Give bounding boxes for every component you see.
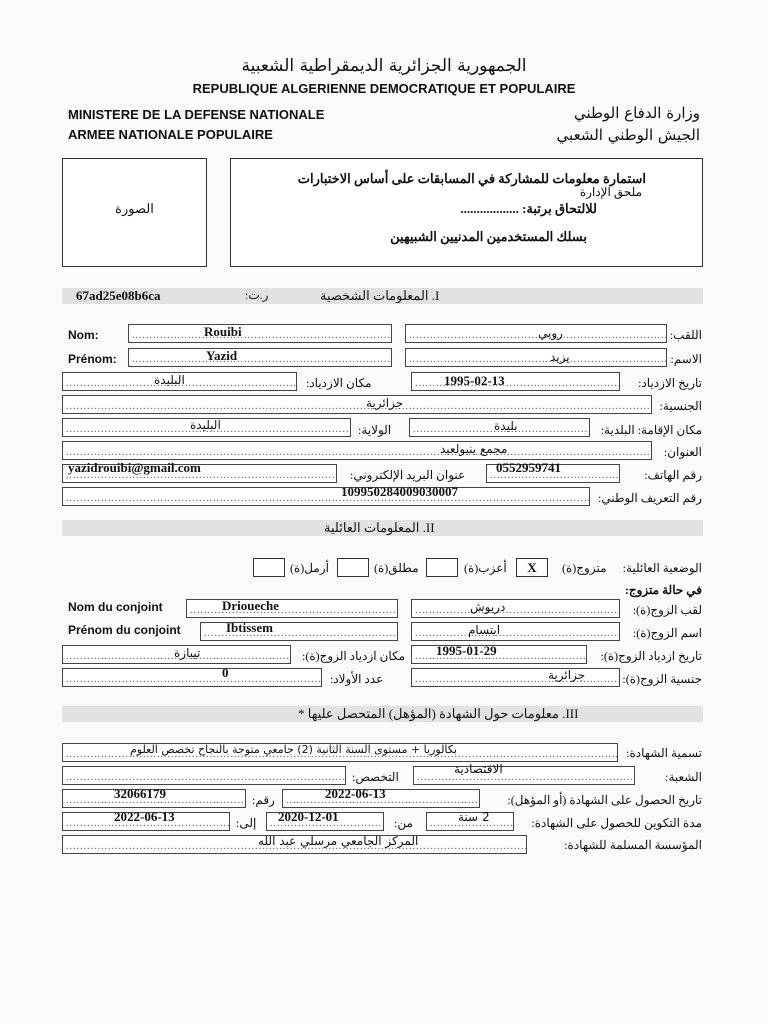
section-diploma-header — [62, 706, 703, 722]
from-date-value: 2020-12-01 — [278, 809, 339, 824]
prenom-field[interactable] — [128, 348, 392, 367]
army-fr: ARMEE NATIONALE POPULAIRE — [68, 127, 273, 142]
spouse-dob-label: تاريخ ازدياد الزوج(ة): — [600, 649, 702, 663]
diploma-number-label: رقم: — [252, 793, 275, 807]
spouse-laqab-value: دريوش — [470, 600, 506, 614]
spouse-dob-value: 1995-01-29 — [436, 643, 497, 658]
spouse-nom-fr-label: Nom du conjoint — [68, 600, 163, 614]
reference-value: 67ad25e08b6ca — [76, 288, 161, 303]
form-title-box — [230, 158, 703, 267]
pob-value: البليدة — [154, 373, 185, 387]
photo-box — [62, 158, 207, 267]
nom-value: Rouibi — [204, 324, 242, 339]
nin-value: 109950284009030007 — [341, 484, 458, 499]
branch-value: الاقتصادية — [454, 762, 503, 776]
single-label: أعزب(ة) — [464, 561, 507, 575]
married-label: متزوج(ة) — [562, 561, 607, 575]
dob-value: 1995-02-13 — [444, 373, 505, 388]
if-married-label: في حالة متزوج: — [624, 583, 702, 597]
spouse-ism-label: اسم الزوج(ة): — [632, 626, 702, 640]
prenom-label: Prénom: — [68, 352, 117, 366]
nom-label: Nom: — [68, 328, 99, 342]
to-date-value: 2022-06-13 — [114, 809, 175, 824]
nin-field[interactable] — [62, 487, 590, 506]
ministry-fr: MINISTERE DE LA DEFENSE NATIONALE — [68, 107, 325, 122]
form-title-line1: استمارة معلومات للمشاركة في المسابقات على أساس الاختبارات — [297, 171, 646, 186]
single-checkbox[interactable] — [426, 558, 458, 577]
spouse-prenom-fr-value: Ibtissem — [226, 620, 273, 635]
army-ar: الجيش الوطني الشعبي — [556, 126, 700, 144]
spouse-ism-value: ابتسام — [468, 623, 501, 637]
spouse-nationality-value: جزائرية — [548, 668, 586, 682]
pob-label: مكان الازدياد: — [306, 376, 372, 390]
branch-field[interactable] — [413, 766, 635, 785]
form-title-line2: ملحق الإدارة — [579, 185, 642, 199]
branch-label: الشعبة: — [665, 770, 702, 784]
institution-label: المؤسسة المسلمة للشهادة: — [564, 838, 702, 852]
address-value: مجمع بنبولعيد — [440, 442, 508, 456]
form-title-line3: للالتحاق برتبة: .................. — [460, 201, 597, 216]
section-family-header — [62, 520, 703, 536]
children-label: عدد الأولاد: — [330, 672, 384, 686]
section-personal-header — [62, 288, 703, 304]
dob-field[interactable] — [411, 372, 620, 391]
nom-field[interactable] — [128, 324, 392, 343]
email-label: عنوان البريد الإلكتروني: — [350, 468, 466, 482]
children-field[interactable] — [62, 668, 322, 687]
phone-value: 0552959741 — [496, 460, 561, 475]
ministry-ar: وزارة الدفاع الوطني — [573, 104, 700, 122]
nationality-label: الجنسية: — [659, 399, 702, 413]
spouse-ism-field[interactable] — [411, 622, 620, 641]
specialty-label: التخصص: — [352, 770, 399, 784]
widowed-checkbox[interactable] — [253, 558, 285, 577]
duration-value: 2 سنة — [458, 810, 490, 824]
email-value: yazidrouibi@gmail.com — [68, 460, 201, 475]
institution-value: المركز الجامعي مرسلي عبد الله — [258, 834, 419, 848]
address-field[interactable] — [62, 441, 652, 460]
residence-label: مكان الإقامة: البلدية: — [600, 423, 702, 437]
nin-label: رقم التعريف الوطني: — [598, 491, 702, 505]
spouse-nom-fr-value: Drioueche — [222, 598, 280, 613]
specialty-field[interactable] — [62, 766, 346, 785]
spouse-nationality-label: جنسية الزوج(ة): — [622, 672, 702, 686]
address-label: العنوان: — [663, 445, 702, 459]
obtained-date-value: 2022-06-13 — [325, 786, 386, 801]
spouse-nom-fr-field[interactable] — [186, 599, 398, 618]
spouse-laqab-field[interactable] — [411, 599, 620, 618]
spouse-pob-label: مكان ازدياد الزوج(ة): — [302, 649, 406, 663]
obtained-date-label: تاريخ الحصول على الشهادة (أو المؤهل): — [507, 793, 702, 807]
spouse-pob-value: تيبازة — [174, 646, 201, 660]
widowed-label: أرمل(ة) — [290, 561, 329, 575]
spouse-nationality-field[interactable] — [411, 668, 620, 687]
children-value: 0 — [222, 665, 229, 680]
dob-label: تاريخ الازدياد: — [638, 376, 702, 390]
prenom-value: Yazid — [206, 348, 238, 363]
wilaya-label: الولاية: — [358, 423, 392, 437]
diploma-number-value: 32066179 — [114, 786, 166, 801]
republic-title-fr: REPUBLIQUE ALGERIENNE DEMOCRATIQUE ET POPULAIRE — [192, 81, 576, 96]
ism-value: يزيد — [550, 350, 570, 364]
to-date-label: إلى: — [236, 816, 257, 830]
duration-label: مدة التكوين للحصول على الشهادة: — [531, 816, 702, 830]
diploma-name-label: تسمية الشهادة: — [626, 746, 702, 760]
phone-label: رقم الهاتف: — [644, 468, 702, 482]
nationality-value: جزائرية — [366, 396, 404, 410]
from-date-label: من: — [394, 816, 413, 830]
nationality-field[interactable] — [62, 395, 652, 414]
section-diploma-title: III. معلومات حول الشهادة (المؤهل) المتحصل عليها * — [298, 706, 579, 721]
diploma-name-value: بكالوريا + مستوى السنة الثانية (2) جامعي متوجة بالنجاح تخصص العلوم — [130, 743, 457, 756]
section-personal-title: I. المعلومات الشخصية — [320, 288, 440, 303]
republic-title-ar: الجمهورية الجزائرية الديمقراطية الشعبية — [241, 56, 527, 76]
commune-value: بليدة — [494, 419, 518, 433]
wilaya-value: البليدة — [190, 418, 221, 432]
ism-field[interactable] — [405, 348, 667, 367]
spouse-prenom-fr-label: Prénom du conjoint — [68, 623, 181, 637]
ism-label: الاسم: — [670, 352, 702, 366]
marital-status-label: الوضعية العائلية: — [622, 561, 702, 575]
divorced-label: مطلق(ة) — [374, 561, 419, 575]
laqab-field[interactable] — [405, 324, 667, 343]
photo-label: الصورة — [115, 201, 154, 216]
spouse-laqab-label: لقب الزوج(ة): — [632, 603, 702, 617]
divorced-checkbox[interactable] — [337, 558, 369, 577]
section-family-title: II. المعلومات العائلية — [324, 520, 435, 535]
form-title-line4: بسلك المستخدمين المدنيين الشبيهين — [390, 229, 587, 244]
reference-label: ر.ت: — [245, 288, 269, 302]
laqab-label: اللقب: — [669, 328, 702, 342]
married-checkbox[interactable]: X — [516, 558, 548, 577]
laqab-value: روبي — [538, 326, 563, 340]
